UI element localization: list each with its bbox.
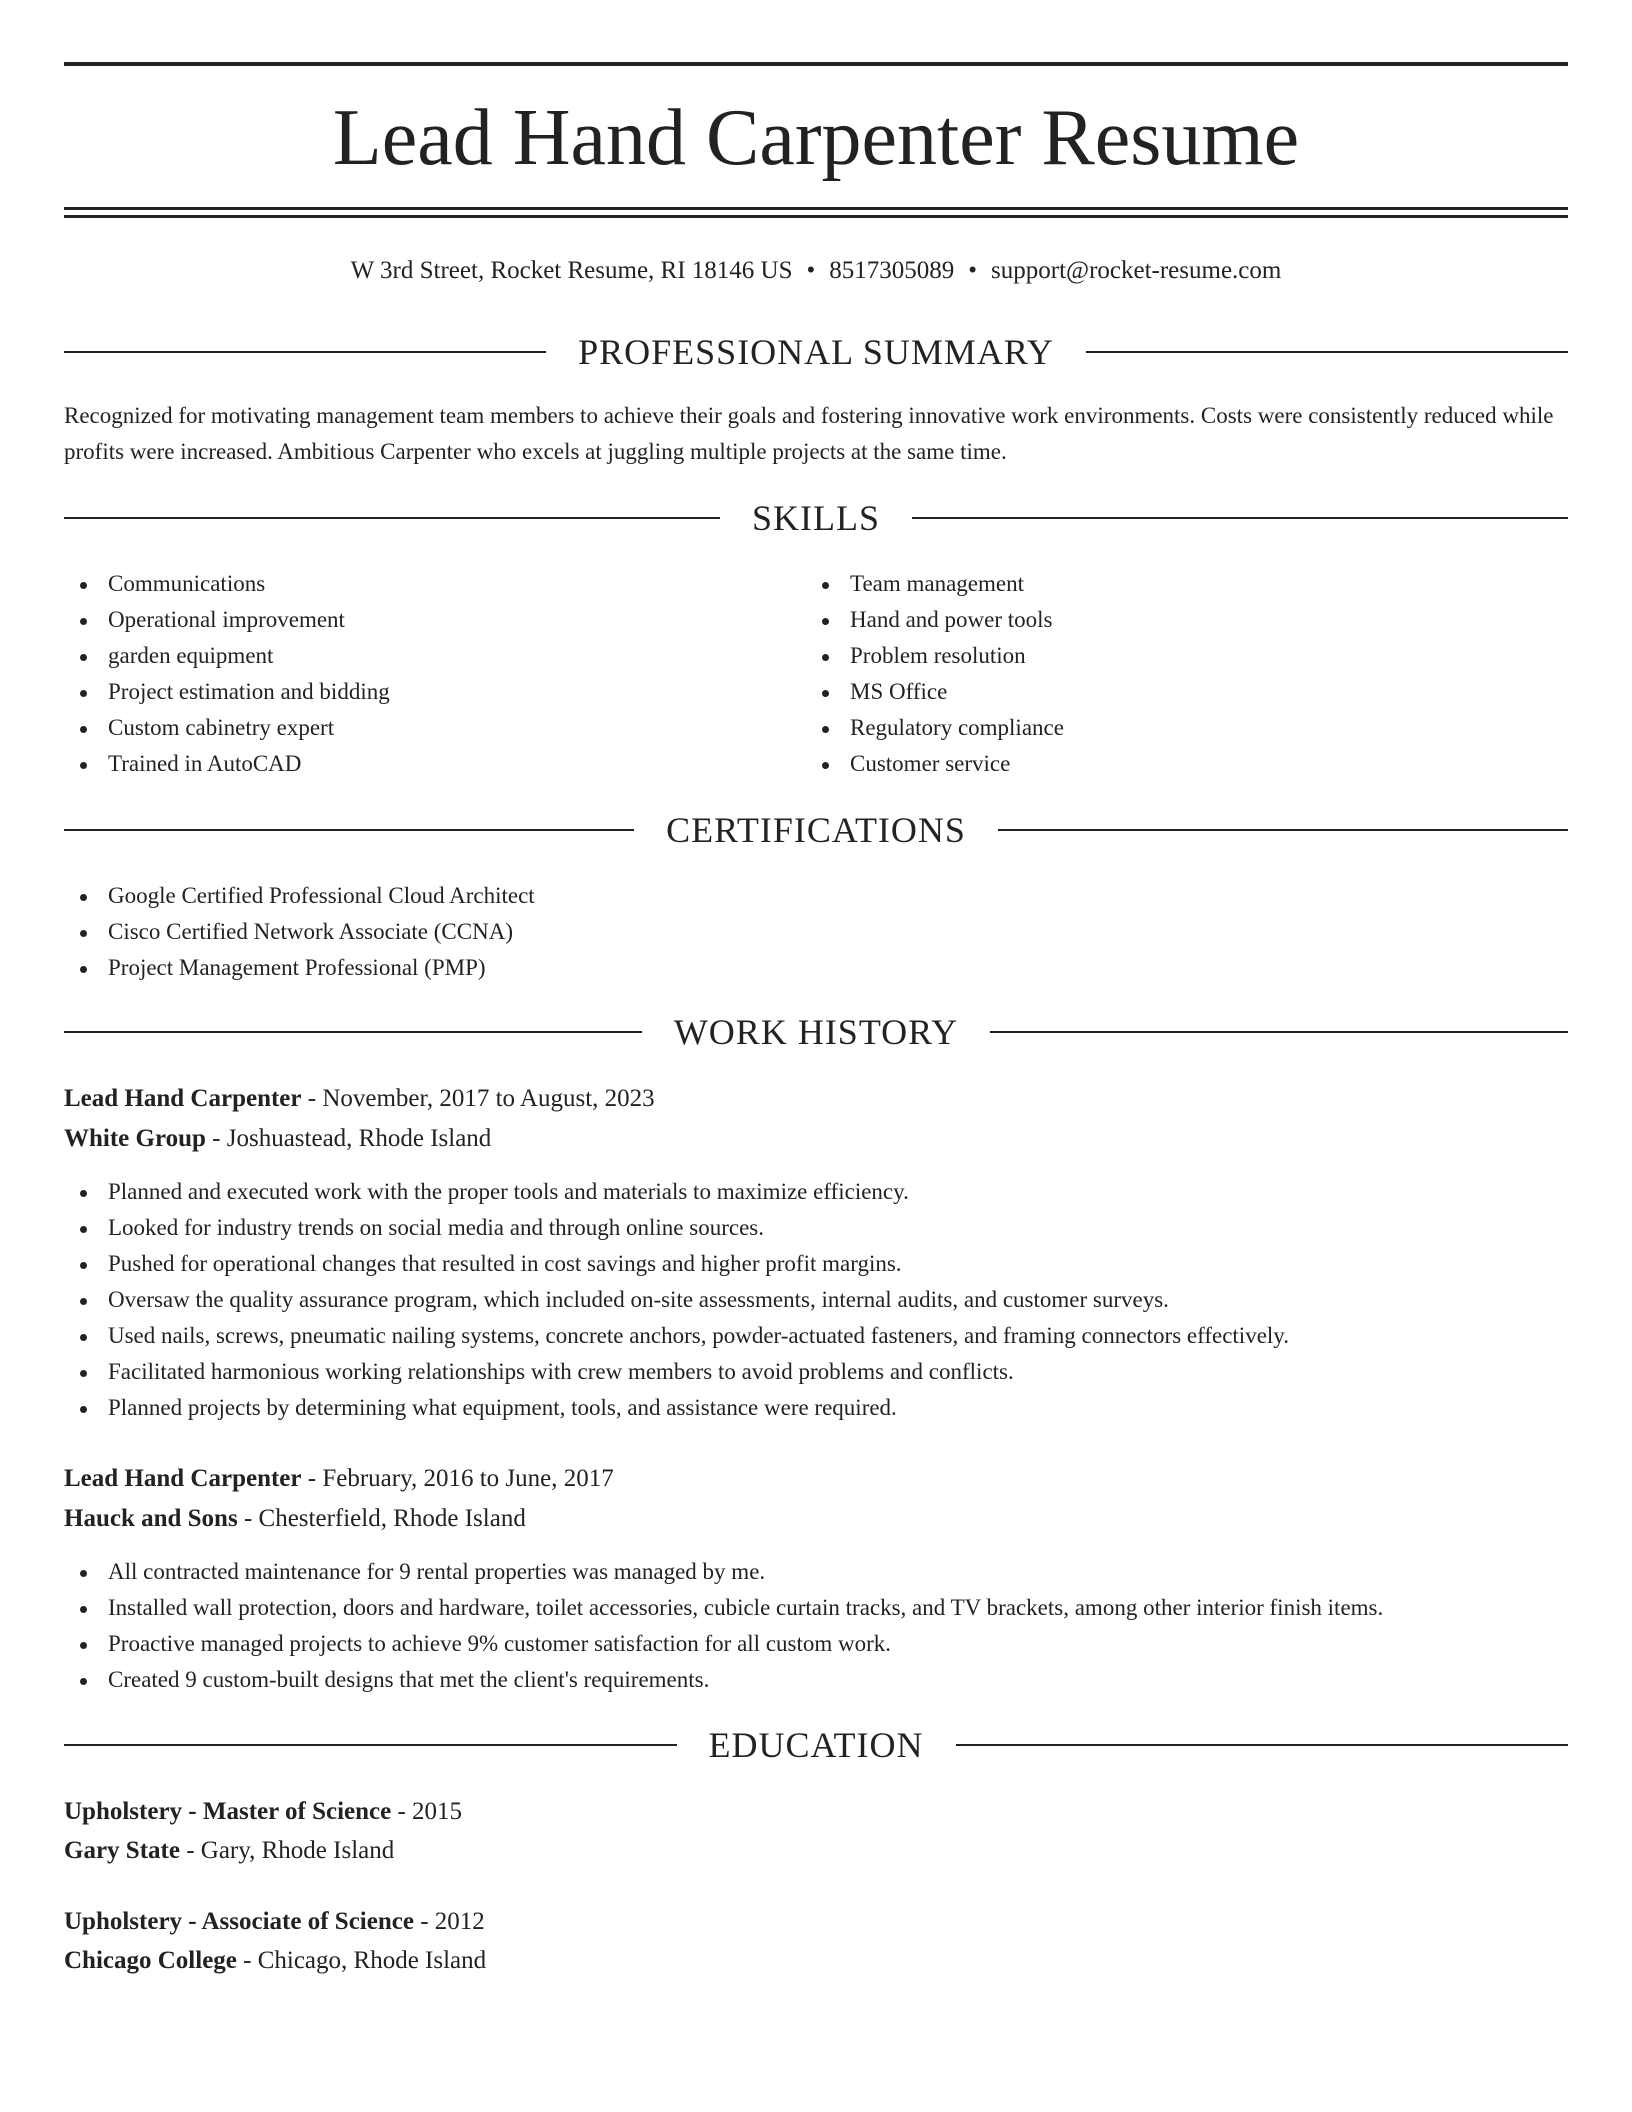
- title-rule-lower: [64, 215, 1568, 218]
- education-year: - 2015: [391, 1798, 463, 1825]
- job-title: Lead Hand Carpenter: [64, 1465, 302, 1492]
- education-location: - Chicago, Rhode Island: [236, 1947, 487, 1974]
- divider-line: [990, 1031, 1568, 1033]
- top-rule: [64, 62, 1568, 66]
- job-title-line: [64, 1081, 655, 1117]
- list-item: Trained in AutoCAD: [64, 746, 390, 782]
- list-item: Regulatory compliance: [806, 710, 1064, 746]
- list-item: Google Certified Professional Cloud Architect: [64, 878, 535, 914]
- divider-line: [998, 829, 1568, 831]
- section-title: WORK HISTORY: [673, 1012, 959, 1052]
- list-item: Facilitated harmonious working relationships with crew members to avoid problems and conflicts.: [64, 1354, 1289, 1390]
- divider-line: [956, 1744, 1569, 1746]
- list-item: Proactive managed projects to achieve 9% customer satisfaction for all custom work.: [64, 1626, 1383, 1662]
- contact-separator: •: [806, 257, 816, 284]
- divider-line: [64, 829, 634, 831]
- section-title: EDUCATION: [708, 1725, 924, 1765]
- education-degree-line: [64, 1794, 462, 1830]
- contact-email: support@rocket-resume.com: [991, 257, 1282, 284]
- section-header-skills: [64, 496, 1568, 540]
- divider-line: [64, 351, 546, 353]
- list-item: Oversaw the quality assurance program, which included on-site assessments, internal audits, and customer surveys.: [64, 1282, 1289, 1318]
- divider-line: [64, 1031, 642, 1033]
- page-title: Lead Hand Carpenter Resume: [332, 94, 1300, 182]
- job-company: White Group: [64, 1125, 206, 1152]
- list-item: Hand and power tools: [806, 602, 1064, 638]
- list-item: Used nails, screws, pneumatic nailing systems, concrete anchors, powder-actuated fasteners, and framing connectors effectively.: [64, 1318, 1289, 1354]
- job-location: - Chesterfield, Rhode Island: [237, 1505, 526, 1532]
- divider-line: [1086, 351, 1568, 353]
- education-school-line: [64, 1833, 394, 1869]
- list-item: Planned and executed work with the proper tools and materials to maximize efficiency.: [64, 1174, 1289, 1210]
- section-title: CERTIFICATIONS: [666, 810, 966, 850]
- list-item: Team management: [806, 566, 1064, 602]
- list-item: Installed wall protection, doors and hardware, toilet accessories, cubicle curtain tracks, and TV brackets, among other interior finish items.: [64, 1590, 1383, 1626]
- contact-line: [64, 253, 1568, 289]
- education-location: - Gary, Rhode Island: [179, 1837, 395, 1864]
- section-title: PROFESSIONAL SUMMARY: [578, 332, 1054, 372]
- education-school: Gary State: [64, 1837, 180, 1864]
- summary-text: Recognized for motivating management team members to achieve their goals and fostering innovative work environments. Costs were consistently reduced while profits were increased. Ambitious Carpenter who excels at juggling multiple projects at the same time.: [64, 403, 1554, 464]
- list-item: Project Management Professional (PMP): [64, 950, 535, 986]
- job-company: Hauck and Sons: [64, 1505, 238, 1532]
- divider-line: [64, 517, 720, 519]
- education-degree: Upholstery - Associate of Science: [64, 1908, 414, 1935]
- job-company-line: [64, 1501, 526, 1537]
- job-title: Lead Hand Carpenter: [64, 1085, 302, 1112]
- contact-address: W 3rd Street, Rocket Resume, RI 18146 US: [350, 257, 793, 284]
- education-school-line: [64, 1943, 486, 1979]
- job-bullets: [64, 1554, 1383, 1698]
- contact-phone: 8517305089: [829, 257, 955, 284]
- job-bullets: [64, 1174, 1289, 1426]
- job-title-line: [64, 1461, 614, 1497]
- section-header-certifications: [64, 808, 1568, 852]
- list-item: MS Office: [806, 674, 1064, 710]
- education-year: - 2012: [413, 1908, 485, 1935]
- list-item: Communications: [64, 566, 390, 602]
- education-degree: Upholstery - Master of Science: [64, 1798, 392, 1825]
- list-item: Looked for industry trends on social media and through online sources.: [64, 1210, 1289, 1246]
- job-dates: - February, 2016 to June, 2017: [301, 1465, 614, 1492]
- section-header-summary: [64, 330, 1568, 374]
- list-item: Problem resolution: [806, 638, 1064, 674]
- list-item: Customer service: [806, 746, 1064, 782]
- job-dates: - November, 2017 to August, 2023: [301, 1085, 655, 1112]
- contact-separator: •: [968, 257, 978, 284]
- job-location: - Joshuastead, Rhode Island: [205, 1125, 492, 1152]
- job-company-line: [64, 1121, 491, 1157]
- certifications-list: [64, 878, 535, 986]
- list-item: Planned projects by determining what equipment, tools, and assistance were required.: [64, 1390, 1289, 1426]
- list-item: Pushed for operational changes that resulted in cost savings and higher profit margins.: [64, 1246, 1289, 1282]
- list-item: Custom cabinetry expert: [64, 710, 390, 746]
- list-item: Cisco Certified Network Associate (CCNA): [64, 914, 535, 950]
- list-item: All contracted maintenance for 9 rental properties was managed by me.: [64, 1554, 1383, 1590]
- education-degree-line: [64, 1904, 485, 1940]
- divider-line: [64, 1744, 677, 1746]
- section-header-work-history: [64, 1010, 1568, 1054]
- title-rule-upper: [64, 207, 1568, 210]
- list-item: Created 9 custom-built designs that met the client's requirements.: [64, 1662, 1383, 1698]
- skills-list-left: [64, 566, 390, 782]
- education-school: Chicago College: [64, 1947, 237, 1974]
- list-item: Operational improvement: [64, 602, 390, 638]
- list-item: garden equipment: [64, 638, 390, 674]
- skills-list-right: [806, 566, 1064, 782]
- divider-line: [912, 517, 1568, 519]
- section-title: SKILLS: [752, 498, 881, 538]
- section-header-education: [64, 1723, 1568, 1767]
- list-item: Project estimation and bidding: [64, 674, 390, 710]
